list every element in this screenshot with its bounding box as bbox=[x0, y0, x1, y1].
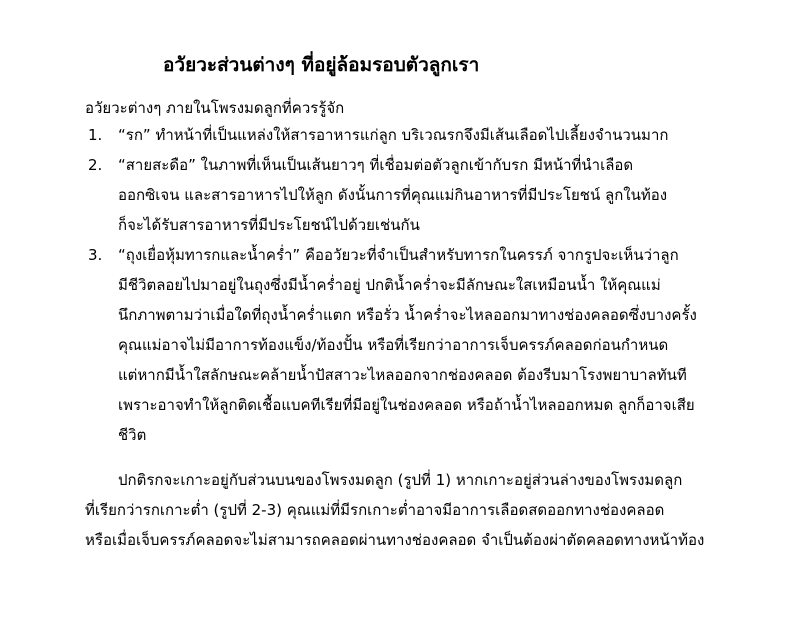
item-3-line-5: แต่หากมีน้ำใสลักษณะคล้ายน้ำปัสสาวะไหลออกจากช่องคลอด ต้องรีบมาโรงพยาบาลทันที bbox=[118, 366, 687, 384]
paragraph-line-3: หรือเมื่อเจ็บครรภ์คลอดจะไม่สามารถคลอดผ่านทางช่องคลอด จำเป็นต้องผ่าตัดคลอดทางหน้าท้อง bbox=[85, 531, 705, 549]
intro-heading: อวัยวะต่างๆ ภายในโพรงมดลูกที่ควรรู้จัก bbox=[85, 99, 345, 117]
item-3-line-4: คุณแม่อาจไม่มีอาการท้องแข็ง/ท้องปั้น หรือที่เรียกว่าอาการเจ็บครรภ์คลอดก่อนกำหนด bbox=[118, 336, 669, 354]
item-3-number: 3. bbox=[88, 246, 103, 264]
item-3-line-1: “ถุงเยื่อหุ้มทารกและน้ำคร่ำ” คืออวัยวะที่จำเป็นสำหรับทารกในครรภ์ จากรูปจะเห็นว่าลูก bbox=[118, 246, 679, 264]
item-3-line-2: มีชีวิตลอยไปมาอยู่ในถุงซึ่งมีน้ำคร่ำอยู่ ปกติน้ำคร่ำจะมีลักษณะใสเหมือนน้ำ ให้คุณแม่ bbox=[118, 276, 661, 294]
item-3-line-3: นึกภาพตามว่าเมื่อใดที่ถุงน้ำคร่ำแตก หรือรั่ว น้ำคร่ำจะไหลออกมาทางช่องคลอดซึ่งบางครั้ง bbox=[118, 306, 697, 324]
item-2-number: 2. bbox=[88, 156, 103, 174]
item-3-line-6: เพราะอาจทำให้ลูกติดเชื้อแบคทีเรียที่มีอยู่ในช่องคลอด หรือถ้าน้ำไหลออกหมด ลูกก็อาจเสีย bbox=[118, 396, 695, 414]
document-title: อวัยวะส่วนต่างๆ ที่อยู่ล้อมรอบตัวลูกเรา bbox=[163, 54, 480, 76]
item-2-line-1: “สายสะดือ” ในภาพที่เห็นเป็นเส้นยาวๆ ที่เชื่อมต่อตัวลูกเข้ากับรก มีหน้าที่นำเลือด bbox=[118, 156, 634, 174]
item-2-line-2: ออกซิเจน และสารอาหารไปให้ลูก ดังนั้นการที่คุณแม่กินอาหารที่มีประโยชน์ ลูกในท้อง bbox=[118, 186, 668, 204]
item-1-line-1: “รก” ทำหน้าที่เป็นแหล่งให้สารอาหารแก่ลูก บริเวณรกจึงมีเส้นเลือดไปเลี้ยงจำนวนมาก bbox=[118, 126, 669, 144]
item-3-line-7: ชีวิต bbox=[118, 426, 147, 444]
paragraph-line-2: ที่เรียกว่ารกเกาะต่ำ (รูปที่ 2-3) คุณแม่ที่มีรกเกาะต่ำอาจมีอาการเลือดสดออกทางช่องคลอด bbox=[85, 501, 665, 519]
paragraph-line-1: ปกติรกจะเกาะอยู่กับส่วนบนของโพรงมดลูก (รูปที่ 1) หากเกาะอยู่ส่วนล่างของโพรงมดลูก bbox=[118, 471, 683, 489]
item-1-number: 1. bbox=[88, 126, 103, 144]
item-2-line-3: ก็จะได้รับสารอาหารที่มีประโยชน์ไปด้วยเช่นกัน bbox=[118, 216, 420, 234]
